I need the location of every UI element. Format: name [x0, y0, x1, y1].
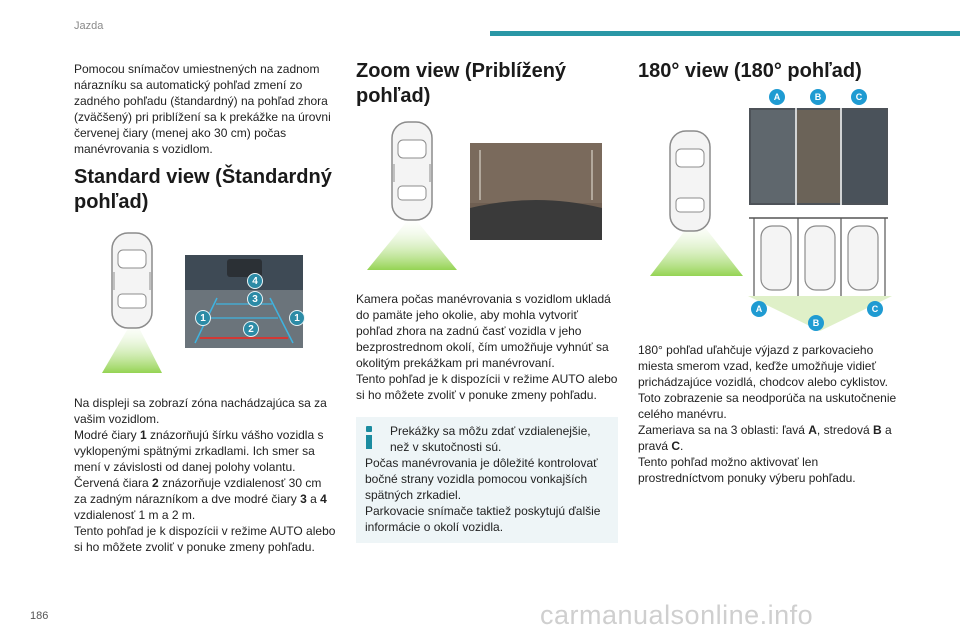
- zone-badge-c-bottom: C: [867, 301, 883, 317]
- view-180-text-line-4: Tento pohľad možno aktivovať len prostredníctvom ponuky výberu pohľadu.: [638, 455, 856, 485]
- view-180-heading: 180° view (180° pohľad): [638, 60, 862, 82]
- view-180-text-line-3: Zameriava sa na 3 oblasti: ľavá A, stredová B a pravá C.: [638, 423, 892, 453]
- header-accent-bar: [490, 31, 960, 36]
- callout-badge-3: 3: [247, 291, 263, 307]
- standard-view-text: [74, 395, 336, 555]
- view-180-illustration: [648, 86, 898, 331]
- callout-badge-1-right: 1: [289, 310, 305, 326]
- standard-view-figure: [92, 228, 322, 373]
- callout-badge-1-left: 1: [195, 310, 211, 326]
- view-180-text-line-2: Toto zobrazenie sa neodporúča na uskutočnenie celého manévru.: [638, 391, 897, 421]
- note-line-2: Počas manévrovania je dôležité kontrolovať bočné strany vozidla pomocou vonkajších spätných zrkadiel.: [365, 456, 598, 502]
- car-top-view-icon: [112, 233, 152, 328]
- standard-view-heading: Standard view (Štandardný pohľad): [74, 166, 332, 213]
- zone-badge-b-top: B: [810, 89, 826, 105]
- view-180-text: [638, 342, 902, 486]
- zone-badge-a-bottom: A: [751, 301, 767, 317]
- callout-badge-2: 2: [243, 321, 259, 337]
- zone-badge-b-bottom: B: [808, 315, 824, 331]
- standard-text-line-4: Tento pohľad je k dispozícii v režime AUTO alebo si ho môžete zvoliť v ponuke zmeny pohľadu.: [74, 524, 336, 554]
- view-180-text-line-1: 180° pohľad uľahčuje výjazd z parkovacieho miesta smerom vzad, keďže umožňuje vidieť prichádzajúce vozidlá, chodcov alebo cyklistov.: [638, 343, 888, 389]
- camera-display-screen: [749, 108, 888, 205]
- zoom-view-text: [356, 291, 618, 403]
- car-top-view-icon: [670, 131, 710, 231]
- zoom-view-illustration: [362, 120, 612, 270]
- zone-badge-a-top: A: [769, 89, 785, 105]
- intro-paragraph: Pomocou snímačov umiestnených na zadnom nárazníku sa automatický pohľad zmení zo zadného pohľadu (štandardný) na pohľad zhora (zväčšený) pri priblížení sa k prekážke na úrovni červenej čiary (menej ako 30 cm) počas manévrovania s vozidlom.: [74, 62, 331, 156]
- camera-display-screen: [470, 143, 602, 240]
- info-note-box: [356, 417, 618, 543]
- page-number: 186: [30, 610, 49, 622]
- car-top-view-icon: [392, 122, 432, 220]
- zoom-view-heading: Zoom view (Priblížený pohľad): [356, 60, 567, 107]
- camera-beam: [367, 215, 457, 270]
- zoom-view-figure: [362, 120, 612, 270]
- zoom-text-line-2: Tento pohľad je k dispozícii v režime AUTO alebo si ho môžete zvoliť v ponuke zmeny pohľadu.: [356, 372, 618, 402]
- standard-text-line-1: Na displeji sa zobrazí zóna nachádzajúca sa za vašim vozidlom.: [74, 396, 327, 426]
- zone-badge-c-top: C: [851, 89, 867, 105]
- section-title: Jazda: [74, 20, 104, 32]
- standard-view-illustration: [92, 228, 322, 373]
- view-180-figure: [648, 86, 898, 331]
- callout-badge-4: 4: [247, 273, 263, 289]
- standard-text-line-3: Červená čiara 2 znázorňuje vzdialenosť 30 cm za zadným nárazníkom a dve modré čiary 3 a 4 vzdialenosť 1 m a 2 m.: [74, 476, 327, 522]
- watermark-text: carmanualsonline.info: [540, 600, 814, 630]
- note-line-1: Prekážky sa môžu zdať vzdialenejšie, než v skutočnosti sú.: [390, 424, 591, 454]
- zoom-text-line-1: Kamera počas manévrovania s vozidlom ukladá do pamäte jeho okolie, aby mohla vytvoriť pohľad zhora na zadnú časť vozidla v jeho bezprostrednom okolí, čím umožňuje vyhnúť sa okolitým prekážkam pri manévrovaní.: [356, 292, 611, 370]
- info-icon: [366, 426, 373, 448]
- note-line-3: Parkovacie snímače taktiež poskytujú ďalšie informácie o okolí vozidla.: [365, 504, 601, 534]
- standard-text-line-2: Modré čiary 1 znázorňujú šírku vášho vozidla s vyklopenými spätnými zrkadlami. Ich smer sa mení v závislosti od danej polohy volantu.: [74, 428, 324, 474]
